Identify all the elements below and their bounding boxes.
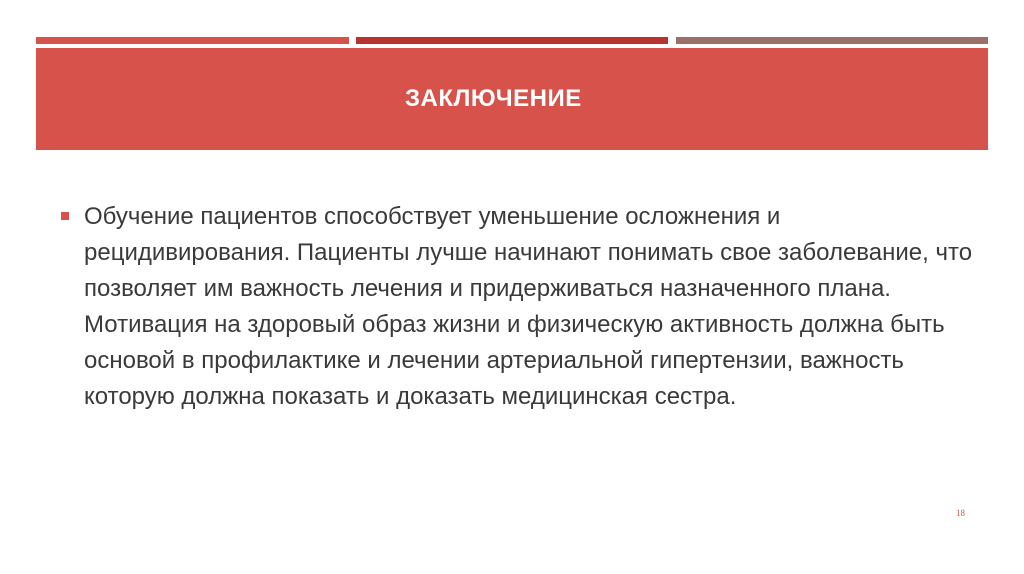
bullet-item [60,199,980,415]
slide-content [60,199,980,415]
square-bullet-icon [61,212,69,220]
top-accent-bar-middle [356,37,668,44]
bullet-text: Обучение пациентов способствует уменьшение осложнения и рецидивирования. Пациенты лучше начинают понимать свое заболевание, что позволяет им важность лечения и придерживаться назначенного плана. Мотивация на здоровый образ жизни и физическую активность должна быть основой в профилактике и лечении артериальной гипертензии, важность которую должна показать и доказать медицинская сестра. [84,203,973,410]
title-band [36,48,988,150]
slide-title: ЗАКЛЮЧЕНИЕ [405,85,582,112]
top-accent-bar-right [676,37,988,44]
top-accent-bar-left [36,37,349,44]
page-number: 18 [956,508,965,518]
